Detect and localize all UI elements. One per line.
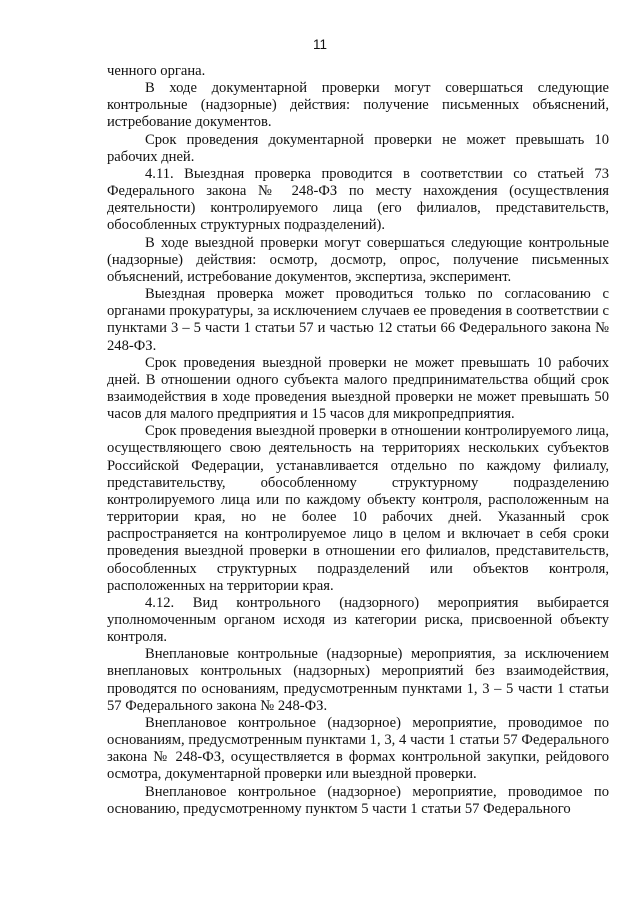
paragraph-documentary-check-actions: В ходе документарной проверки могут совершаться следующие контрольные (надзорные) действия: получение письменных объяснений, истребование документов.	[107, 80, 609, 131]
paragraph-onsite-check-actions: В ходе выездной проверки могут совершаться следующие контрольные (надзорные) действия: осмотр, досмотр, опрос, получение письменных объяснений, истребование документов, экспертиза, эксперимент.	[107, 234, 609, 285]
paragraph-unscheduled-measure-forms: Внеплановое контрольное (надзорное) мероприятие, проводимое по основаниям, предусмотренным пунктами 1, 3, 4 части 1 статьи 57 Федерального закона № 248-ФЗ, осуществляется в формах контрольной закупки, рейдового осмотра, документарной проверки или выездной проверки.	[107, 714, 609, 783]
paragraph-onsite-check-term: Срок проведения выездной проверки не может превышать 10 рабочих дней. В отношении одного субъекта малого предпринимательства общий срок взаимодействия в ходе проведения выездной проверки не может превышать 50 часов для малого предприятия и 15 часов для микропредприятия.	[107, 354, 609, 423]
paragraph-unscheduled-measures-grounds: Внеплановые контрольные (надзорные) мероприятия, за исключением внеплановых контрольных (надзорных) мероприятий без взаимодействия, проводятся по основаниям, предусмотренным пунктами 1, 3 – 5 части 1 статьи 57 Федерального закона № 248-ФЗ.	[107, 646, 609, 714]
paragraph-unscheduled-measure-point-5: Внеплановое контрольное (надзорное) мероприятие, проводимое по основанию, предусмотренному пунктом 5 части 1 статьи 57 Федерального	[107, 783, 609, 817]
paragraph-onsite-check-approval: Выездная проверка может проводиться только по согласованию с органами прокуратуры, за исключением случаев ее проведения в соответствии с пунктами 3 – 5 части 1 статьи 57 и частью 12 статьи 66 Федерального закона № 248-ФЗ.	[107, 286, 609, 354]
paragraph-continuation: ченного органа.	[107, 63, 206, 79]
paragraph-onsite-check-multi-region: Срок проведения выездной проверки в отношении контролируемого лица, осуществляющего свою деятельность на территориях нескольких субъектов Российской Федерации, устанавливается отдельно по каждому филиалу, представительству, обособленному структурному подразделению контролируемого лица или по каждому объекту контроля, расположенным на территории края, но не более 10 рабочих дней. Указанный срок распространяется на контролируемое лицо в целом и включает в себя сроки проведения выездной проверки в отношении его филиалов, представительств, обособленных структурных подразделений или объектов контроля, расположенных на территории края.	[107, 423, 609, 594]
paragraph-documentary-check-term: Срок проведения документарной проверки не может превышать 10 рабочих дней.	[107, 131, 609, 165]
paragraph-4-11-onsite-check: 4.11. Выездная проверка проводится в соответствии со статьей 73 Федерального закона № 248-ФЗ по месту нахождения (осуществления деятельности) контролируемого лица (его филиалов, представительств, обособленных структурных подразделений).	[107, 165, 609, 234]
document-body	[107, 63, 609, 818]
paragraph-4-12-measure-type: 4.12. Вид контрольного (надзорного) мероприятия выбирается уполномоченным органом исходя из категории риска, присвоенной объекту контроля.	[107, 594, 609, 646]
page-number: 11	[312, 37, 327, 52]
